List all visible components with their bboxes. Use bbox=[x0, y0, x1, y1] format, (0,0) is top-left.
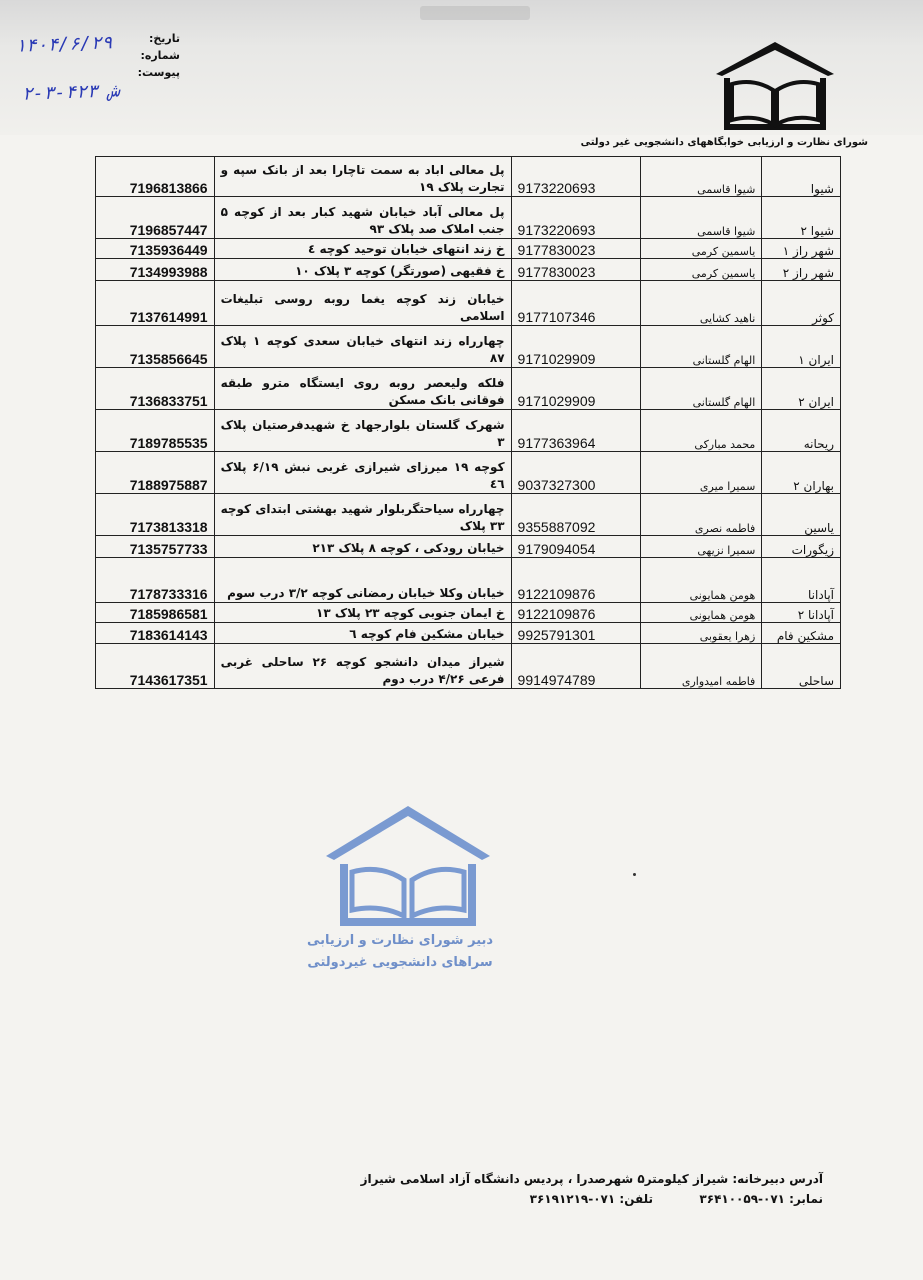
address: فلکه ولیعصر روبه روی ایستگاه مترو طبقه فوقانی بانک مسکن bbox=[214, 368, 511, 410]
manager-name: الهام گلستانی bbox=[640, 326, 762, 368]
table-row bbox=[96, 558, 841, 603]
phone-number: 7135856645 bbox=[96, 326, 215, 368]
dorm-name: شیوا ۲ bbox=[762, 197, 841, 239]
phone-number: 7196857447 bbox=[96, 197, 215, 239]
organization-logo bbox=[710, 38, 840, 138]
manager-name: زهرا یعقوبی bbox=[640, 623, 762, 644]
address: پل معالی اباد به سمت تاچارا بعد از بانک سپه و تجارت پلاک ۱۹ bbox=[214, 157, 511, 197]
manager-name: فاطمه امیدواری bbox=[640, 644, 762, 689]
mobile-number: 9177107346 bbox=[511, 281, 640, 326]
dorm-name: شیوا bbox=[762, 157, 841, 197]
manager-name: ناهید کشایی bbox=[640, 281, 762, 326]
mobile-number: 9179094054 bbox=[511, 536, 640, 558]
phone-number: 7136833751 bbox=[96, 368, 215, 410]
address: خ زند انتهای خیابان توحید کوچه ٤ bbox=[214, 239, 511, 259]
mobile-number: 9173220693 bbox=[511, 157, 640, 197]
table-row bbox=[96, 536, 841, 558]
mobile-number: 9177830023 bbox=[511, 259, 640, 281]
phone-number: 7134993988 bbox=[96, 259, 215, 281]
address: کوچه ۱۹ میرزای شیرازی غربی نبش ۶/۱۹ پلاک ٤٦ bbox=[214, 452, 511, 494]
dorm-name: آپادانا ۲ bbox=[762, 603, 841, 623]
table-row bbox=[96, 644, 841, 689]
manager-name: الهام گلستانی bbox=[640, 368, 762, 410]
table-row bbox=[96, 494, 841, 536]
footer bbox=[360, 1169, 823, 1209]
manager-name: شیوا قاسمی bbox=[640, 197, 762, 239]
stamp-line: دبیر شورای نظارت و ارزیابی bbox=[306, 933, 494, 948]
manager-name: شیوا قاسمی bbox=[640, 157, 762, 197]
manager-name: محمد مبارکی bbox=[640, 410, 762, 452]
manager-name: سمیرا نزیهی bbox=[640, 536, 762, 558]
number-label: شماره: bbox=[140, 49, 180, 62]
mobile-number: 9037327300 bbox=[511, 452, 640, 494]
mobile-number: 9173220693 bbox=[511, 197, 640, 239]
address: خ فقیهی (صورتگر) کوچه ۳ پلاک ۱۰ bbox=[214, 259, 511, 281]
mobile-number: 9122109876 bbox=[511, 558, 640, 603]
manager-name: هومن همایونی bbox=[640, 558, 762, 603]
phone-number: 7143617351 bbox=[96, 644, 215, 689]
phone-number: 7135936449 bbox=[96, 239, 215, 259]
dorm-name: بهاران ۲ bbox=[762, 452, 841, 494]
dorm-name: آپادانا bbox=[762, 558, 841, 603]
phone-number: 7188975887 bbox=[96, 452, 215, 494]
table-row bbox=[96, 410, 841, 452]
phone-number: 7189785535 bbox=[96, 410, 215, 452]
mobile-number: 9171029909 bbox=[511, 368, 640, 410]
manager-name: هومن همایونی bbox=[640, 603, 762, 623]
address: خ ایمان جنوبی کوچه ۲۳ پلاک ۱۳ bbox=[214, 603, 511, 623]
manager-name: فاطمه نصری bbox=[640, 494, 762, 536]
address: خیابان مشکین فام کوچه ٦ bbox=[214, 623, 511, 644]
address: شهرک گلستان بلوارجهاد خ شهیدفرصتیان پلاک ۳ bbox=[214, 410, 511, 452]
handwritten-date: ۱۴۰۴/۶/۲۹ bbox=[14, 32, 113, 57]
dorm-name: شهر راز ۲ bbox=[762, 259, 841, 281]
manager-name: سمیرا میری bbox=[640, 452, 762, 494]
dorm-name: ایران ۲ bbox=[762, 368, 841, 410]
manager-name: یاسمین کرمی bbox=[640, 239, 762, 259]
dorm-name: زیگورات bbox=[762, 536, 841, 558]
handwritten-number: ۲-۳-۴۲۳ ش bbox=[21, 80, 120, 105]
table-row bbox=[96, 239, 841, 259]
table-row bbox=[96, 452, 841, 494]
dorm-name: ریحانه bbox=[762, 410, 841, 452]
mobile-number: 9914974789 bbox=[511, 644, 640, 689]
table-row bbox=[96, 281, 841, 326]
address: پل معالی آباد خیابان شهید کبار بعد از کوچه ۵ جنب املاک صد پلاک ۹۳ bbox=[214, 197, 511, 239]
address: چهارراه زند انتهای خیابان سعدی کوچه ۱ پلاک ۸۷ bbox=[214, 326, 511, 368]
table-row bbox=[96, 157, 841, 197]
phone-number: 7137614991 bbox=[96, 281, 215, 326]
address: شیراز میدان دانشجو کوچه ۲۶ ساحلی غربی فرعی ۴/۲۶ درب دوم bbox=[214, 644, 511, 689]
dorm-name: مشکین فام bbox=[762, 623, 841, 644]
dorm-name: ایران ۱ bbox=[762, 326, 841, 368]
attachment-label: پیوست: bbox=[137, 66, 180, 79]
footer-phone: تلفن: ۰۷۱-۳۶۱۹۱۲۱۹ bbox=[529, 1192, 654, 1206]
table-row bbox=[96, 623, 841, 644]
dorm-name: ساحلی bbox=[762, 644, 841, 689]
address: چهارراه سیاحتگربلوار شهید بهشتی ابتدای کوچه ۳۳ پلاک bbox=[214, 494, 511, 536]
address: خیابان زند کوچه یغما روبه روسی تبلیغات اسلامی bbox=[214, 281, 511, 326]
stamp-text bbox=[300, 930, 500, 974]
date-label: تاریخ: bbox=[148, 32, 180, 45]
phone-number: 7196813866 bbox=[96, 157, 215, 197]
dormitory-table bbox=[95, 156, 841, 689]
phone-number: 7183614143 bbox=[96, 623, 215, 644]
phone-number: 7173813318 bbox=[96, 494, 215, 536]
manager-name: یاسمین کرمی bbox=[640, 259, 762, 281]
address: خیابان وکلا خیابان رمضانی کوچه ۳/۲ درب سوم bbox=[214, 558, 511, 603]
phone-number: 7185986581 bbox=[96, 603, 215, 623]
mobile-number: 9171029909 bbox=[511, 326, 640, 368]
mobile-number: 9925791301 bbox=[511, 623, 640, 644]
table-row bbox=[96, 197, 841, 239]
mobile-number: 9177830023 bbox=[511, 239, 640, 259]
table-row bbox=[96, 259, 841, 281]
scan-artifact bbox=[420, 6, 530, 20]
dorm-name: کوثر bbox=[762, 281, 841, 326]
footer-address: آدرس دبیرخانه: شیراز کیلومتر۵ شهرصدرا ، پردیس دانشگاه آزاد اسلامی شیراز bbox=[360, 1172, 823, 1186]
mobile-number: 9177363964 bbox=[511, 410, 640, 452]
dorm-name: یاسین bbox=[762, 494, 841, 536]
mobile-number: 9122109876 bbox=[511, 603, 640, 623]
dorm-name: شهر راز ۱ bbox=[762, 239, 841, 259]
table-row bbox=[96, 603, 841, 623]
stamp-line: سراهای دانشجویی غیردولتی bbox=[307, 955, 493, 970]
organization-name: شورای نظارت و ارزیابی خوابگاههای دانشجویی غیر دولتی bbox=[580, 137, 868, 148]
phone-number: 7178733316 bbox=[96, 558, 215, 603]
footer-fax: نمابر: ۰۷۱-۳۶۴۱۰۰۵۹ bbox=[699, 1192, 823, 1206]
phone-number: 7135757733 bbox=[96, 536, 215, 558]
mobile-number: 9355887092 bbox=[511, 494, 640, 536]
footer-contacts bbox=[363, 1189, 823, 1209]
table-row bbox=[96, 326, 841, 368]
ink-dot bbox=[633, 873, 636, 876]
address: خیابان رودکی ، کوچه ۸ پلاک ۲۱۳ bbox=[214, 536, 511, 558]
table-row bbox=[96, 368, 841, 410]
